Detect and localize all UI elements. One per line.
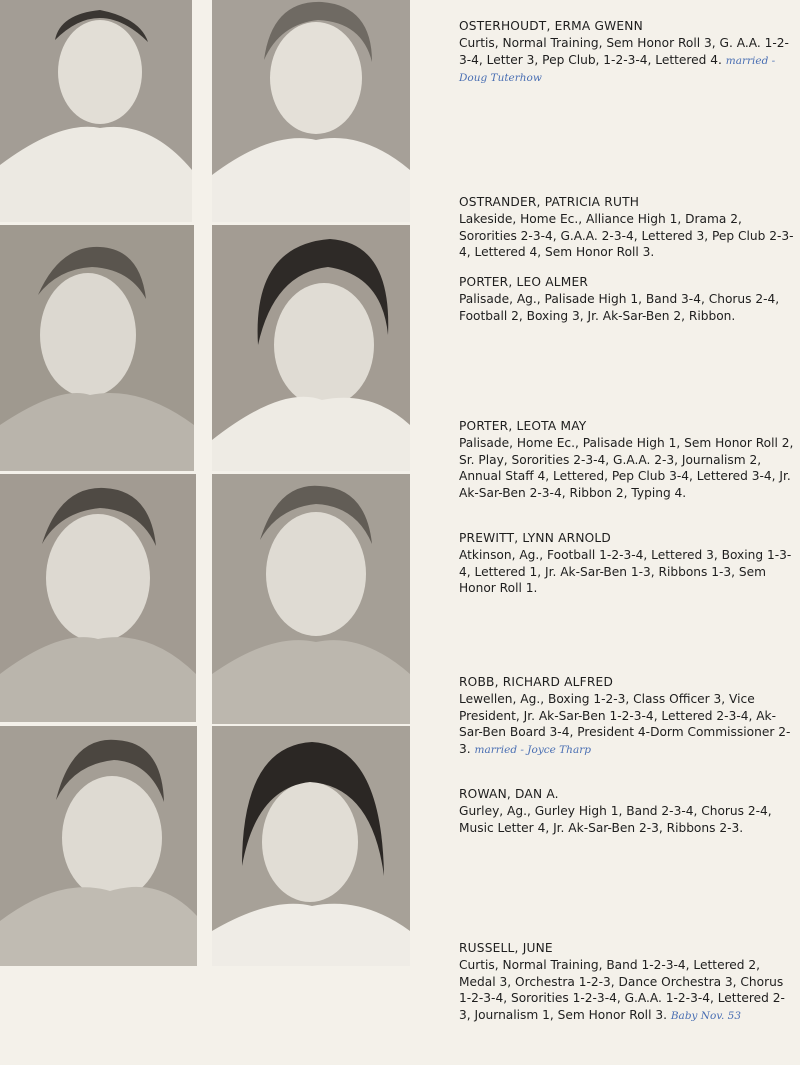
student-details: Gurley, Ag., Gurley High 1, Band 2-3-4, Chorus 2-4, Music Letter 4, Jr. Ak-Sar-Ben 2-3, Ribbons 2-3. [459, 804, 772, 835]
handwritten-note: married - Doug Tuterhow [459, 54, 776, 85]
handwritten-note: married - Joyce Tharp [474, 743, 591, 756]
student-details: Lakeside, Home Ec., Alliance High 1, Drama 2, Sororities 2-3-4, G.A.A. 2-3-4, Lettered 3, Pep Club 2-3-4, Lettered 4, Sem Honor Roll 3. [459, 212, 794, 260]
student-name: ROBB, RICHARD ALFRED [459, 675, 614, 689]
student-entry [459, 18, 794, 87]
student-entry [459, 940, 794, 1024]
portrait-photo [212, 726, 410, 966]
student-name: PORTER, LEOTA MAY [459, 419, 587, 433]
student-entry [459, 418, 794, 501]
portrait-photo [212, 0, 410, 222]
student-entry [459, 674, 794, 758]
student-details: Palisade, Home Ec., Palisade High 1, Sem Honor Roll 2, Sr. Play, Sororities 2-3-4, G.A.A. 2-3, Journalism 2, Annual Staff 4, Lettered, Pep Club 3-4, Lettered 3-4, Jr. Ak-Sar-Ben 2-3-4, Ribbon 2, Typing 4. [459, 436, 794, 500]
student-details: Lewellen, Ag., Boxing 1-2-3, Class Officer 3, Vice President, Jr. Ak-Sar-Ben 1-2-3-4, Lettered 2-3-4, Ak-Sar-Ben Board 3-4, President 4-Dorm Commissioner 2-3. married - Joyce Tharp [459, 692, 791, 756]
portrait-photo [0, 474, 196, 722]
portrait-photo [212, 225, 410, 471]
student-name: ROWAN, DAN A. [459, 787, 559, 801]
handwritten-note: Baby Nov. 53 [670, 1009, 742, 1022]
student-details: Curtis, Normal Training, Sem Honor Roll 3, G. A.A. 1-2-3-4, Letter 3, Pep Club, 1-2-3-4, Lettered 4. married - Doug Tuterhow [459, 36, 789, 85]
student-details: Palisade, Ag., Palisade High 1, Band 3-4, Chorus 2-4, Football 2, Boxing 3, Jr. Ak-Sar-Ben 2, Ribbon. [459, 292, 780, 323]
student-name: PORTER, LEO ALMER [459, 275, 589, 289]
student-entry [459, 786, 794, 836]
student-name: OSTRANDER, PATRICIA RUTH [459, 195, 640, 209]
student-name: OSTERHOUDT, ERMA GWENN [459, 19, 643, 33]
student-entry [459, 530, 794, 597]
student-details: Atkinson, Ag., Football 1-2-3-4, Lettered 3, Boxing 1-3-4, Lettered 1, Jr. Ak-Sar-Ben 1-3, Ribbons 1-3, Sem Honor Roll 1. [459, 548, 792, 596]
student-entry [459, 274, 794, 324]
student-entry [459, 194, 794, 261]
student-name: PREWITT, LYNN ARNOLD [459, 531, 611, 545]
student-details: Curtis, Normal Training, Band 1-2-3-4, Lettered 2, Medal 3, Orchestra 1-2-3, Dance Orchestra 3, Chorus 1-2-3-4, Sororities 1-2-3-4, G.A.A. 1-2-3-4, Lettered 2-3, Journalism 1, Sem Honor Roll 3. Baby Nov. 53 [459, 958, 785, 1022]
portrait-photo [0, 726, 197, 966]
portrait-photo [0, 225, 194, 471]
student-name: RUSSELL, JUNE [459, 941, 553, 955]
portrait-photo [212, 474, 410, 724]
portrait-photo [0, 0, 192, 222]
